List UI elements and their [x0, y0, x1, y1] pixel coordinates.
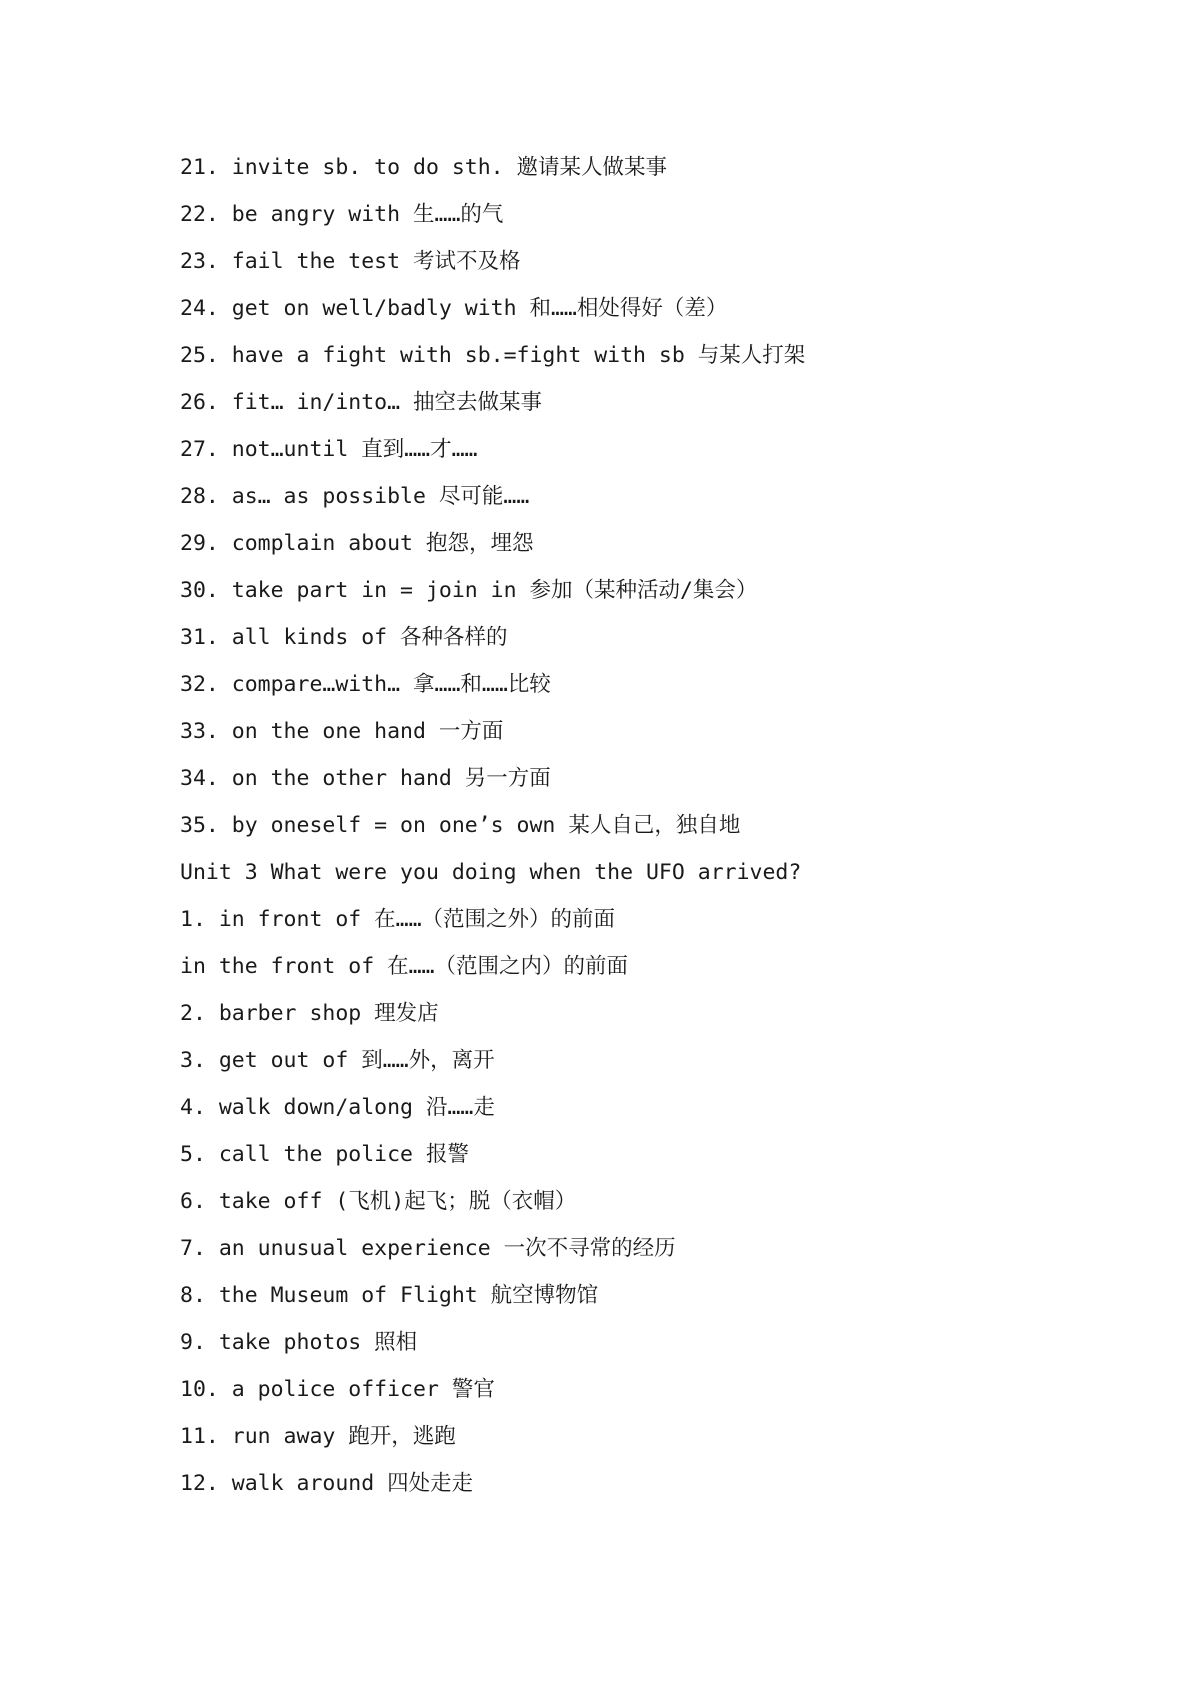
unit3-item-10: 10. a police officer 警官: [180, 1377, 495, 1402]
vocab-item-27: 27. not…until 直到……才……: [180, 437, 478, 462]
unit3-item-9: 9. take photos 照相: [180, 1330, 418, 1355]
vocab-item-22: 22. be angry with 生……的气: [180, 202, 504, 227]
unit3-item-4: 4. walk down/along 沿……走: [180, 1095, 495, 1120]
document-page: [180, 144, 1140, 1507]
vocab-item-29: 29. complain about 抱怨，埋怨: [180, 531, 534, 556]
unit3-item-3: 3. get out of 到……外，离开: [180, 1048, 495, 1073]
unit3-item-2: 2. barber shop 理发店: [180, 1001, 439, 1026]
unit-heading: Unit 3 What were you doing when the UFO arrived?: [180, 860, 802, 885]
vocab-item-35: 35. by oneself = on one’s own 某人自己，独自地: [180, 813, 741, 838]
vocab-item-34: 34. on the other hand 另一方面: [180, 766, 551, 791]
vocab-item-32: 32. compare…with… 拿……和……比较: [180, 672, 551, 697]
vocab-item-28: 28. as… as possible 尽可能……: [180, 484, 530, 509]
vocab-item-26: 26. fit… in/into… 抽空去做某事: [180, 390, 542, 415]
vocab-item-24: 24. get on well/badly with 和……相处得好（差）: [180, 296, 728, 321]
unit3-item-5: 5. call the police 报警: [180, 1142, 469, 1167]
vocab-item-31: 31. all kinds of 各种各样的: [180, 625, 508, 650]
vocab-item-33: 33. on the one hand 一方面: [180, 719, 504, 744]
vocab-item-25: 25. have a fight with sb.=fight with sb 与某人打架: [180, 343, 806, 368]
unit3-item-1: 1. in front of 在……（范围之外）的前面: [180, 907, 616, 932]
unit3-item-6: 6. take off (飞机)起飞；脱（衣帽）: [180, 1189, 577, 1214]
unit3-item-11: 11. run away 跑开，逃跑: [180, 1424, 456, 1449]
vocab-item-23: 23. fail the test 考试不及格: [180, 249, 521, 274]
vocab-item-21: 21. invite sb. to do sth. 邀请某人做某事: [180, 155, 668, 180]
unit3-item-12: 12. walk around 四处走走: [180, 1471, 474, 1496]
unit3-item-8: 8. the Museum of Flight 航空博物馆: [180, 1283, 599, 1308]
unit3-item-1b: in the front of 在……（范围之内）的前面: [180, 954, 628, 979]
unit3-item-7: 7. an unusual experience 一次不寻常的经历: [180, 1236, 676, 1261]
vocab-item-30: 30. take part in = join in 参加（某种活动/集会）: [180, 578, 758, 603]
